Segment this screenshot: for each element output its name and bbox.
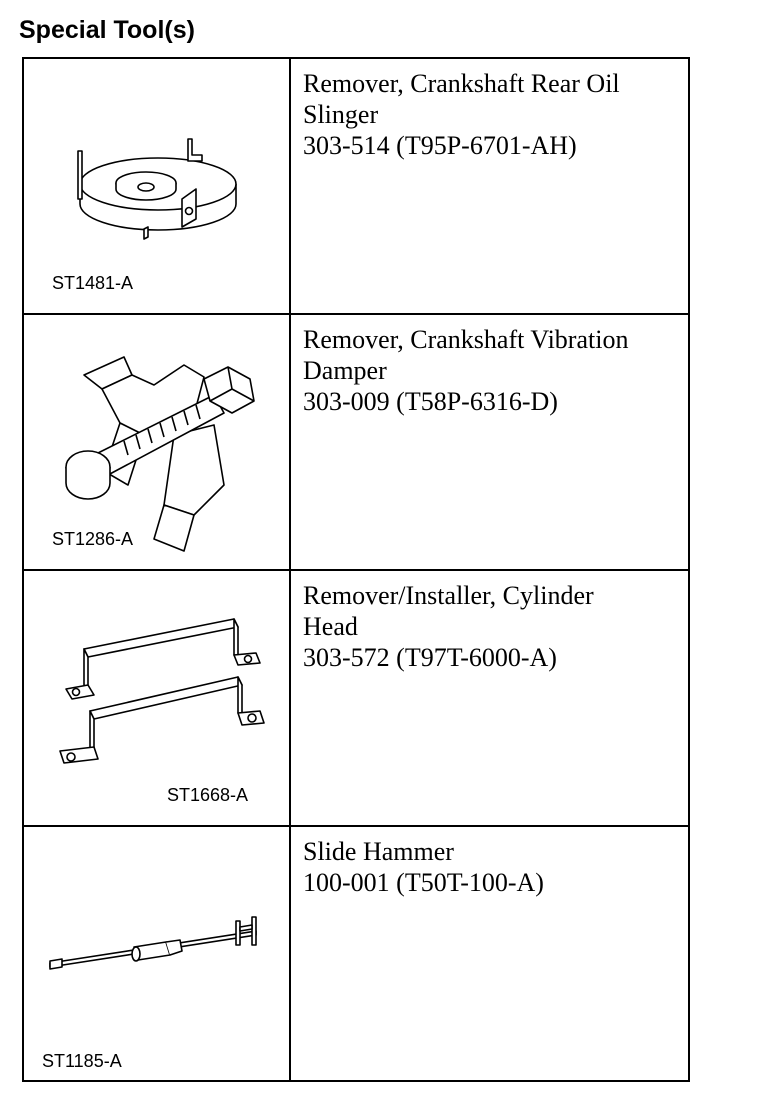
tool-code: ST1668-A — [167, 785, 249, 805]
tool-number: 303-009 (T58P-6316-D) — [303, 387, 558, 416]
tool-number: 303-572 (T97T-6000-A) — [303, 643, 557, 672]
tool-number: 303-514 (T95P-6701-AH) — [303, 131, 577, 160]
tool-description — [291, 315, 688, 569]
tool-code: ST1481-A — [52, 273, 134, 293]
tool-name-line: Remover, Crankshaft Rear Oil — [303, 69, 620, 98]
tool-description — [291, 59, 688, 313]
special-tools-table — [22, 57, 690, 1082]
tool-illustration-cell — [24, 827, 291, 1082]
tool-name-line: Head — [303, 612, 358, 641]
tool-name-line: Remover/Installer, Cylinder — [303, 581, 594, 610]
tool-illustration-cell — [24, 59, 291, 313]
tool-illustration-cell — [24, 571, 291, 825]
tool-row — [24, 59, 688, 315]
tool-row — [24, 827, 688, 1082]
tool-name-line: Remover, Crankshaft Vibration — [303, 325, 629, 354]
cylinder-head-bracket-icon — [24, 571, 289, 825]
tool-number: 100-001 (T50T-100-A) — [303, 868, 544, 897]
tool-illustration-cell — [24, 315, 291, 569]
slide-hammer-icon — [24, 827, 289, 1081]
tool-description — [291, 827, 688, 1082]
tool-description — [291, 571, 688, 825]
tool-row — [24, 571, 688, 827]
tool-row — [24, 315, 688, 571]
tool-code: ST1286-A — [52, 529, 134, 549]
tool-name-line: Slinger — [303, 100, 379, 129]
tool-code: ST1185-A — [42, 1051, 122, 1071]
tool-name-line: Slide Hammer — [303, 837, 454, 866]
page-title: Special Tool(s) — [19, 16, 195, 44]
tool-name-line: Damper — [303, 356, 387, 385]
